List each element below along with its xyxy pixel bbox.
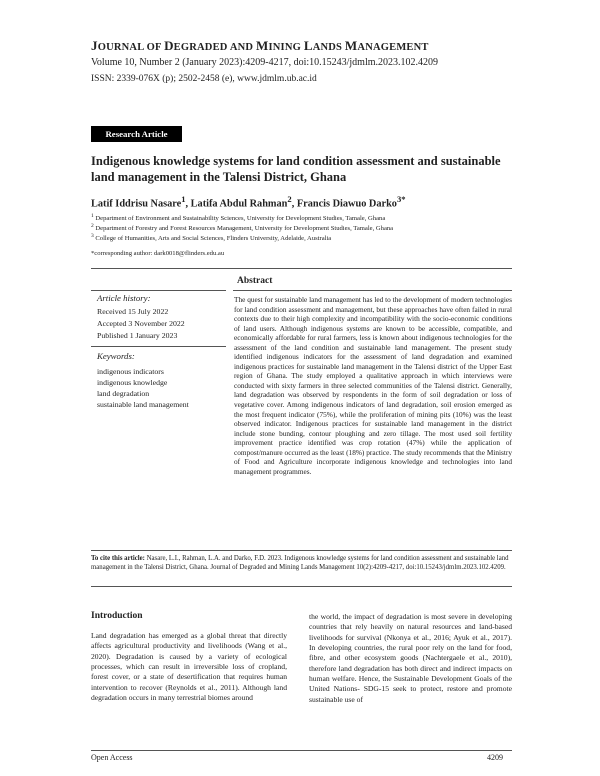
keyword: indigenous indicators bbox=[97, 367, 164, 376]
page-number: 4209 bbox=[487, 753, 503, 762]
article-type-badge: Research Article bbox=[91, 126, 182, 142]
divider bbox=[91, 290, 226, 291]
introduction-column-1: Land degradation has emerged as a global threat that directly affects agricultural productivity and livelihoods (Wang et al., 2020). Degradation is caused by a variety of ecological processes, which can result in irreversible loss of cropland, forest cover, or a state of desertification that requires human intervention to recover (Reynolds et al., 2011). Although land degradation occurs in many terrestrial biomes around bbox=[91, 631, 287, 703]
divider bbox=[91, 586, 512, 587]
article-title: Indigenous knowledge systems for land condition assessment and sustainable land management in the Talensi District, Ghana bbox=[91, 154, 501, 184]
affiliation: $^1$ Department of Environment and Sustainability Sciences, University for Development Studies, Tamale, Ghana bbox=[91, 213, 386, 223]
corresponding-author: *corresponding author: dark0018@flinders.edu.au bbox=[91, 250, 225, 257]
footer-divider bbox=[91, 750, 512, 751]
affiliation: $^2$ Department of Forestry and Forest Resources Management, University for Development Studies, Tamale, Ghana bbox=[91, 223, 394, 233]
divider bbox=[91, 268, 512, 269]
keyword: sustainable land management bbox=[97, 400, 189, 409]
abstract-heading: Abstract bbox=[237, 276, 273, 286]
divider bbox=[233, 290, 512, 291]
keyword: land degradation bbox=[97, 389, 150, 398]
published-date: Published 1 January 2023 bbox=[97, 331, 178, 340]
introduction-column-2: the world, the impact of degradation is most severe in developing countries that rely heavily on natural resources and land-based livelihoods for survival (Nkonya et al., 2016; Ayuk et al., 2017). In developing countries, the rural poor rely on the land for food, fibre, and other ecosystem goods (Nachtergaele et al., 2010), therefore land degradation has both direct and indirect impacts on human welfare. Hence, the Sustainable Development Goals of the United Nations- SDG-15 seek to protect, restore and promote sustainable use of bbox=[309, 612, 512, 704]
journal-title: JOURNAL OF DEGRADED AND MINING LANDS MANAGEMENT bbox=[91, 38, 429, 53]
issn-line: ISSN: 2339-076X (p); 2502-2458 (e), www.jdmlm.ub.ac.id bbox=[91, 74, 317, 84]
author-name: Latif Iddrisu Nasare bbox=[91, 198, 182, 210]
keywords-label: Keywords: bbox=[97, 351, 135, 361]
author-name: Latifa Abdul Rahman bbox=[190, 198, 288, 210]
article-history-label: Article history: bbox=[97, 293, 151, 303]
introduction-heading: Introduction bbox=[91, 611, 143, 621]
keyword: indigenous knowledge bbox=[97, 378, 168, 387]
citation: To cite this article: Nasare, L.I., Rahman, L.A. and Darko, F.D. 2023. Indigenous knowledge systems for land condition assessment and sustainable land management in the Talensi District, Ghana. Journal of Degraded and Mining Lands Management 10(2):4209-4217, doi:10.15243/jdmlm.2023.102.4209. bbox=[91, 555, 509, 571]
volume-line: Volume 10, Number 2 (January 2023):4209-4217, doi:10.15243/jdmlm.2023.102.4209 bbox=[91, 57, 439, 68]
affiliation: $^3$ College of Humanities, Arts and Social Sciences, Flinders University, Adelaide, Australia bbox=[91, 233, 332, 243]
author-name: Francis Diawuo Darko bbox=[296, 198, 397, 210]
open-access-label: Open Access bbox=[91, 753, 133, 762]
accepted-date: Accepted 3 November 2022 bbox=[97, 319, 185, 328]
divider bbox=[91, 550, 512, 551]
author-list: Latif Iddrisu Nasare$^1$, Latifa Abdul Rahman$^2$, Francis Diawuo Darko$^{3*}$ bbox=[91, 194, 406, 210]
received-date: Received 15 July 2022 bbox=[97, 307, 169, 316]
divider bbox=[91, 346, 226, 347]
abstract-body: The quest for sustainable land management has led to the development of modern technologies for land condition assessment and management, but these approaches have often failed in rural contexts due to their high complexity and incompatibility with the socio-economic conditions of land users. Although indigenous systems are known to be accessible, compatible, and economically affordable for rural farmers, less is known about indigenous technologies for the assessment of the land condition and sustainable land management. The present study identified indigenous indicators for the assessment of land degradation and examined indigenous practices for sustainable land management in the Talensi district of the Upper East region of Ghana. The study employed a qualitative approach in which interviews were conducted with sixty farmers in three selected communities of the Talensi district. Generally, land degradation was observed by respondents in the form of soil degradation or loss of vegetative cover. Among indigenous indicators of land degradation, soil erosion emerged as the most frequent indicator (75%), while the proliferation of mining pits (10%) was the least observed indicator. Indigenous practices for sustainable land management in the district include stone bunding, contour ploughing and zero tillage. The most used soil fertility improvement practice identified was crop rotation (47%) while the application of compost/manure occurred as the least (18%) practice. The study recommends that the Ministry of Food and Agriculture incorporate indigenous knowledge and technologies into land management programmes. bbox=[234, 295, 512, 476]
